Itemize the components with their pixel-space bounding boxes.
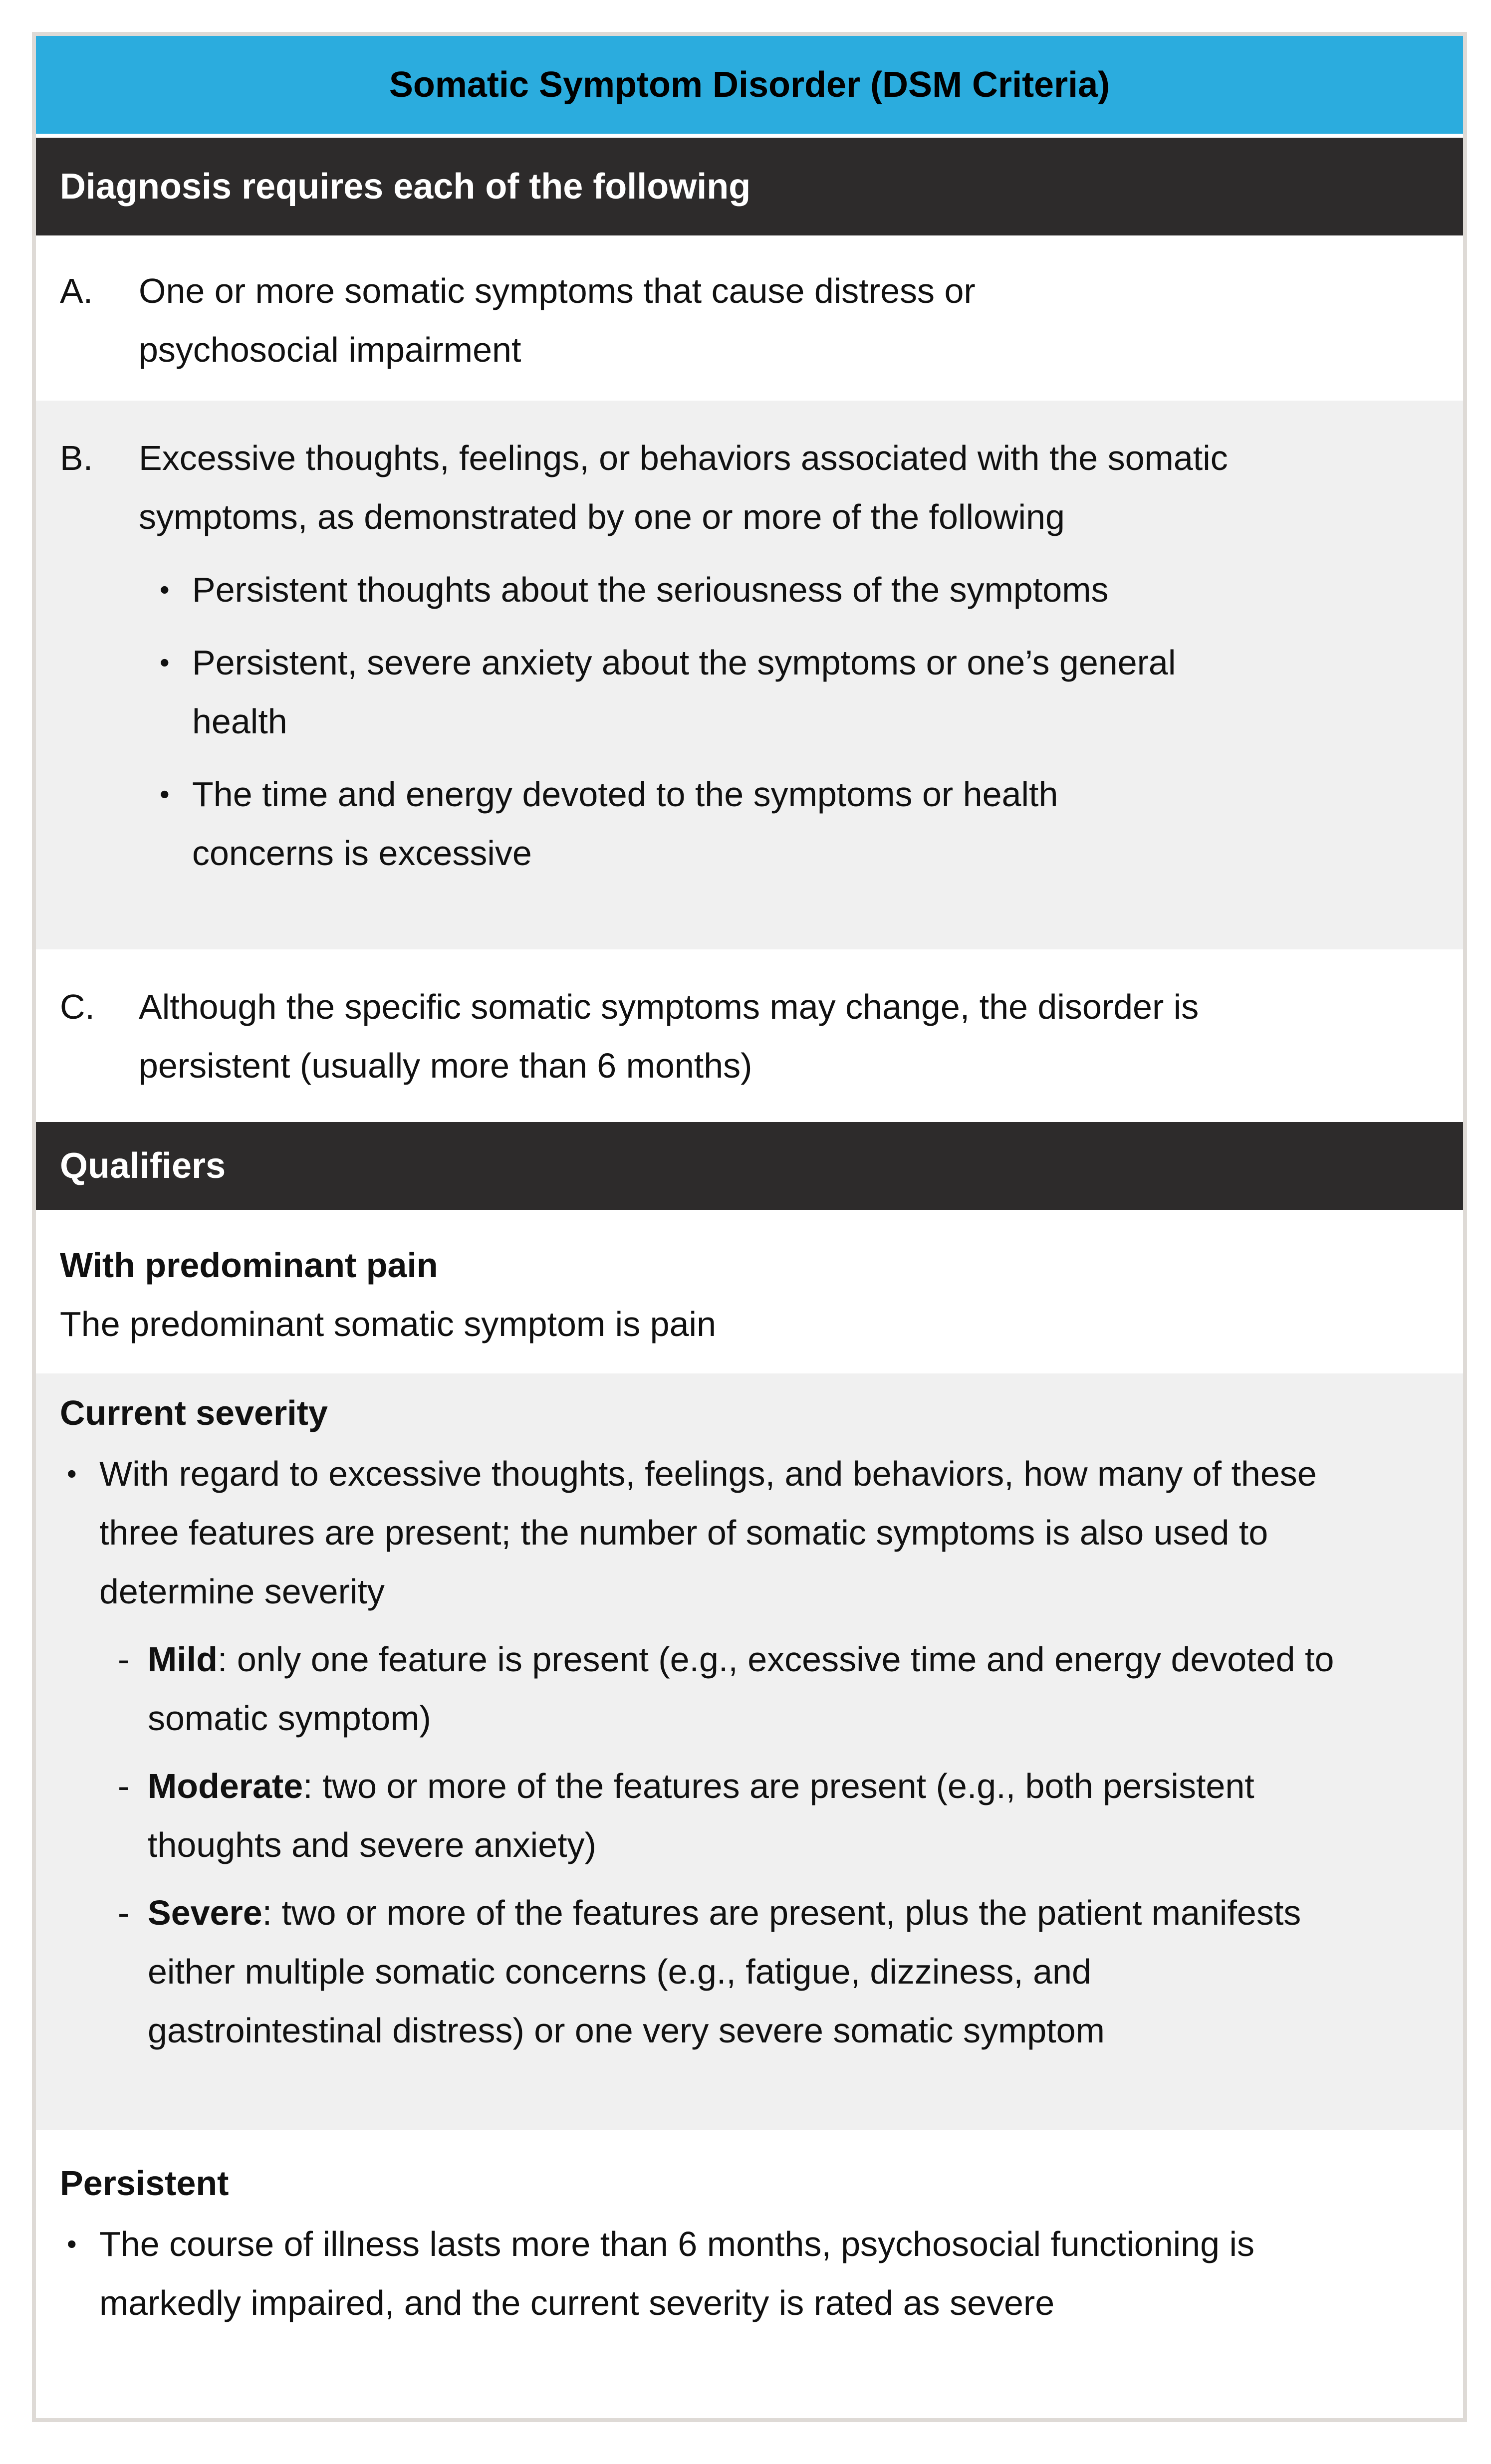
qualifier-severity-heading: Current severity: [60, 1393, 328, 1432]
criterion-b-row: [36, 401, 1463, 949]
severity-level-moderate-text: : two or more of the features are present (e.g., both persistent thoughts and severe anxiety): [148, 1767, 1254, 1864]
severity-level-severe-text: : two or more of the features are present, plus the patient manifests either multiple somatic concerns (e.g., fatigue, dizziness, and gastrointestinal distress) or one very severe somatic symptom: [148, 1893, 1301, 2050]
qualifier-severity-row: [36, 1373, 1463, 2130]
qualifier-pain-heading: With predominant pain: [60, 1246, 438, 1285]
list-item: [118, 1883, 1413, 2060]
criterion-b-label: B.: [60, 439, 93, 477]
list-item: [67, 2215, 1413, 2332]
qualifier-persistent-row: [36, 2134, 1463, 2418]
qualifier-persistent-heading: Persistent: [60, 2164, 229, 2203]
criterion-b-bullet-3: The time and energy devoted to the symptoms or health concerns is excessive: [192, 775, 1058, 873]
severity-level-moderate: [148, 1757, 1335, 1874]
list-item: [160, 560, 1403, 619]
bullet-marker: •: [160, 574, 170, 605]
criterion-a-label: A.: [60, 271, 93, 310]
criterion-c: [60, 977, 1403, 1095]
severity-level-severe-term: Severe: [148, 1893, 262, 1932]
list-item: [118, 1630, 1413, 1748]
qualifier-pain-row: [36, 1214, 1463, 1369]
list-item: [118, 1757, 1413, 1874]
criterion-c-label: C.: [60, 987, 95, 1026]
criterion-a-row: [36, 239, 1463, 397]
severity-level-severe: [148, 1883, 1335, 2060]
diagnosis-header-label: Diagnosis requires each of the following: [60, 167, 751, 207]
criterion-a: [60, 261, 1403, 379]
table-title: Somatic Symptom Disorder (DSM Criteria): [389, 65, 1110, 105]
dash-marker: -: [118, 1640, 130, 1679]
criterion-b-bullet-list: [160, 560, 1403, 883]
criterion-b-bullet-1: Persistent thoughts about the seriousness of the symptoms: [192, 570, 1109, 609]
list-item: [160, 633, 1403, 751]
bullet-marker: •: [67, 1458, 77, 1489]
list-item: [160, 765, 1403, 883]
severity-level-mild-term: Mild: [148, 1640, 218, 1679]
criterion-a-text: One or more somatic symptoms that cause distress or psychosocial impairment: [139, 271, 976, 369]
severity-level-mild-text: : only one feature is present (e.g., excessive time and energy devoted to somatic symptom): [148, 1640, 1334, 1738]
table-title-bar: [36, 36, 1463, 134]
diagnosis-header-bar: [36, 138, 1463, 235]
criterion-b-bullet-2: Persistent, severe anxiety about the symptoms or one’s general health: [192, 643, 1176, 741]
severity-level-mild: [148, 1630, 1335, 1748]
qualifier-pain-text: The predominant somatic symptom is pain: [60, 1305, 716, 1344]
qualifiers-header-bar: [36, 1122, 1463, 1210]
qualifier-persistent-bullet: The course of illness lasts more than 6 months, psychosocial functioning is markedly impaired, and the current severity is rated as severe: [99, 2225, 1255, 2322]
qualifiers-header-label: Qualifiers: [60, 1146, 226, 1186]
criterion-b-text: Excessive thoughts, feelings, or behaviors associated with the somatic symptoms, as demonstrated by one or more of the following: [139, 439, 1228, 536]
dsm-criteria-table: [32, 32, 1467, 2422]
criterion-b: [60, 429, 1403, 546]
bullet-marker: •: [67, 2228, 77, 2259]
severity-levels-list: [118, 1630, 1413, 2060]
criterion-c-text: Although the specific somatic symptoms may change, the disorder is persistent (usually more than 6 months): [139, 987, 1199, 1085]
dash-marker: -: [118, 1893, 130, 1932]
severity-level-moderate-term: Moderate: [148, 1767, 303, 1805]
qualifier-severity-bullet: With regard to excessive thoughts, feelings, and behaviors, how many of these three features are present; the number of somatic symptoms is also used to determine severity: [99, 1454, 1317, 1611]
criterion-c-row: [36, 953, 1463, 1118]
dash-marker: -: [118, 1767, 130, 1805]
list-item: [67, 1444, 1413, 1621]
bullet-marker: •: [160, 647, 170, 678]
bullet-marker: •: [160, 778, 170, 810]
